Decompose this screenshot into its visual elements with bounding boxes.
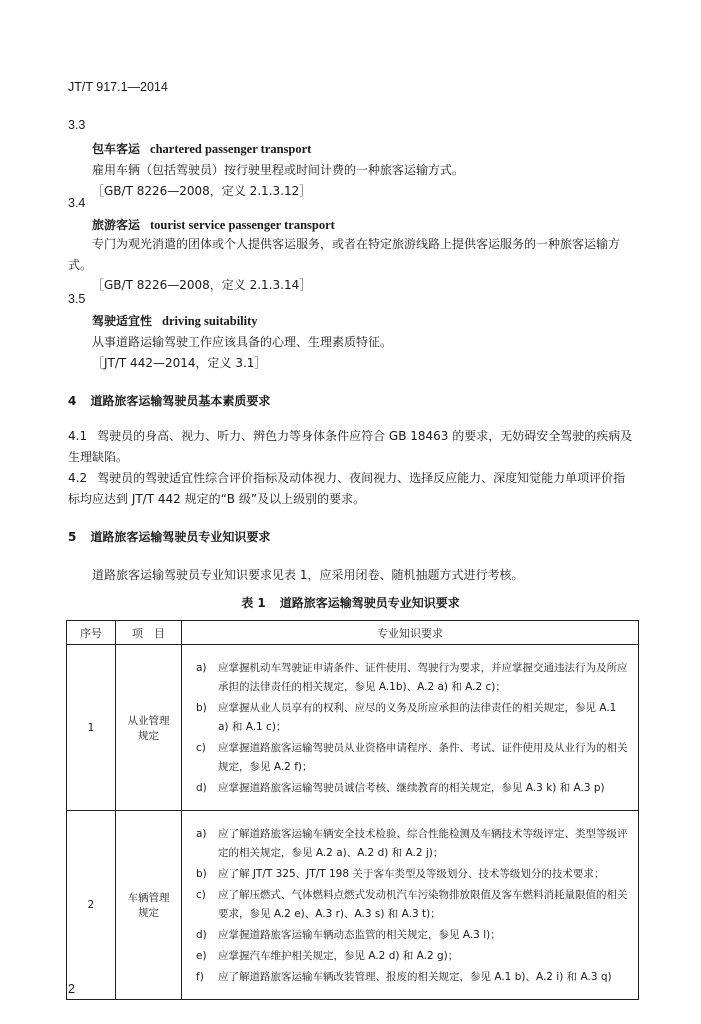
row-number: 2 (67, 811, 116, 1000)
header-cell: 专业知识要求 (182, 621, 639, 645)
table-caption: 表 1 道路旅客运输驾驶员专业知识要求 (241, 596, 460, 610)
row-requirements (182, 645, 639, 811)
requirement-item: d) 应掌握道路旅客运输车辆动态监管的相关规定，参见 A.3 l)； (196, 929, 501, 941)
term-heading (92, 312, 258, 329)
page-number: 2 (68, 982, 75, 996)
clause-paragraph: 4.2 驾驶员的驾驶适宜性综合评价指标及动体视力、夜间视力、选择反应能力、深度知觉能力单项评价指标均应达到 JT/T 442 规定的“B 级”及以上级别的要求。 (68, 471, 626, 506)
term-zh: 驾驶适宜性 (92, 314, 153, 328)
row-number: 1 (67, 645, 116, 811)
clause-number: 3.3 (68, 118, 86, 132)
term-source: ［GB/T 8226—2008，定义 2.1.3.12］ (92, 184, 312, 198)
requirement-item: b) 应了解 JT/T 325、JT/T 198 关于客车类型及等级划分、技术等级划分的技术要求； (196, 868, 605, 880)
term-heading (92, 140, 311, 157)
requirement-item: e) 应掌握汽车维护相关规定，参见 A.2 d) 和 A.2 g)； (196, 950, 459, 962)
knowledge-requirements-table (66, 620, 639, 1000)
term-source: ［GB/T 8226—2008，定义 2.1.3.14］ (92, 278, 312, 292)
term-en: tourist service passenger transport (150, 218, 335, 232)
table-row (67, 645, 639, 811)
clause-number: 3.5 (68, 292, 86, 306)
term-source: ［JT/T 442—2014，定义 3.1］ (92, 356, 267, 370)
row-item: 从业管理规定 (116, 645, 182, 811)
term-heading (92, 216, 335, 233)
row-requirements (182, 811, 639, 1000)
term-definition: 从事道路运输驾驶工作应该具备的心理、生理素质特征。 (92, 335, 393, 349)
term-en: driving suitability (162, 314, 258, 328)
requirement-item: a) 应掌握机动车驾驶证申请条件、证件使用、驾驶行为要求，并应掌握交通违法行为及所应承担的法律责任的相关规定，参见 A.1b)、A.2 a) 和 A.2 c)； (196, 662, 628, 693)
term-zh: 包车客运 (92, 142, 141, 156)
requirement-item: c) 应掌握道路旅客运输驾驶员从业资格申请程序、条件、考试、证件使用及从业行为的相关规定，参见 A.2 f)； (196, 742, 628, 773)
section-heading: 4 道路旅客运输驾驶员基本素质要求 (68, 394, 271, 408)
section-intro: 道路旅客运输驾驶员专业知识要求见表 1，应采用闭卷、随机抽题方式进行考核。 (92, 568, 524, 582)
requirement-item: b) 应掌握从业人员享有的权利、应尽的义务及所应承担的法律责任的相关规定，参见 A.1 a) 和 A.1 c)； (196, 702, 617, 733)
term-definition: 雇用车辆（包括驾驶员）按行驶里程或时间计费的一种旅客运输方式。 (92, 163, 465, 177)
header-cell: 序号 (67, 621, 116, 645)
table-row (67, 811, 639, 1000)
running-header: JT/T 917.1—2014 (68, 80, 168, 94)
term-en: chartered passenger transport (150, 142, 312, 156)
section-heading: 5 道路旅客运输驾驶员专业知识要求 (68, 530, 271, 544)
requirement-item: a) 应了解道路旅客运输车辆安全技术检验、综合性能检测及车辆技术等级评定、类型等级评定的相关规定，参见 A.2 a)、A.2 d) 和 A.2 j)； (196, 828, 628, 859)
requirement-item: f) 应了解道路旅客运输车辆改装管理、报废的相关规定，参见 A.1 b)、A.2 i) 和 A.3 q) (196, 971, 612, 983)
clause-paragraph: 4.1 驾驶员的身高、视力、听力、辨色力等身体条件应符合 GB 18463 的要求，无妨碍安全驾驶的疾病及生理缺陷。 (68, 429, 633, 464)
table-header-row (67, 621, 639, 645)
row-item: 车辆管理规定 (116, 811, 182, 1000)
clause-number: 3.4 (68, 196, 86, 210)
requirement-item: d) 应掌握道路旅客运输驾驶员诚信考核、继续教育的相关规定，参见 A.3 k) 和 A.3 p) (196, 782, 605, 794)
header-cell: 项 目 (116, 621, 182, 645)
requirement-item: c) 应了解压燃式、气体燃料点燃式发动机汽车污染物排放限值及客车燃料消耗量限值的相关要求，参见 A.2 e)、A.3 r)、A.3 s) 和 A.3 t)； (196, 889, 628, 920)
term-definition: 专门为观光消遣的团体或个人提供客运服务，或者在特定旅游线路上提供客运服务的一种旅客运输方式。 (68, 237, 621, 272)
term-zh: 旅游客运 (92, 218, 141, 232)
